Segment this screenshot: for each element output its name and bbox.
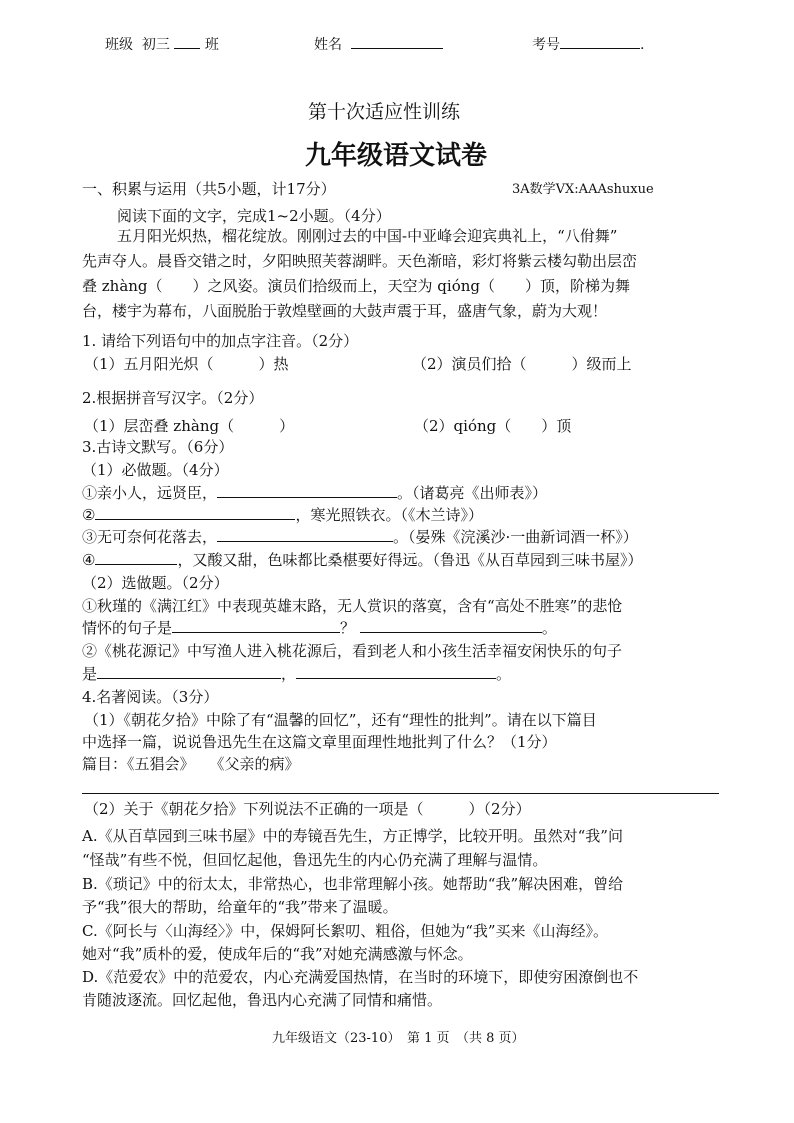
page-title: 九年级语文试卷 (305, 141, 488, 171)
q3-opt-2-line-1: ②《桃花源记》中写渔人进入桃花源后，看到老人和小孩生活幸福安闲快乐的句子 (82, 642, 623, 660)
q3-opt-1-end: 。 (541, 619, 557, 637)
passage-line-1: 五月阳光炽热，榴花绽放。刚刚过去的中国-中亚峰会迎宾典礼上，“八佾舞” (117, 227, 618, 245)
answer-line[interactable] (82, 793, 719, 794)
page-footer: 九年级语文（23-10） 第 1 页 （共 8 页） (272, 1031, 525, 1046)
name-blank[interactable] (351, 34, 443, 49)
q3-opt-2-prefix: 是 (82, 665, 98, 683)
exam-no-label: 考号 (532, 37, 560, 53)
q4-part1-line-3: 篇目：《五猖会》 《父亲的病》 (82, 755, 300, 773)
option-a-line-1: A.《从百草园到三味书屋》中的寿镜吾先生，方正博学，比较开明。虽然对“我”问 (82, 827, 623, 845)
q1-item-2[interactable]: （2）演员们拾（ ）级而上 (412, 355, 632, 373)
option-a-line-2: “怪哉”有些不悦，但回忆起他，鲁迅先生的内心仍充满了理解与温情。 (82, 851, 548, 869)
option-d-line-2: 肯随波逐流。回忆起他，鲁迅内心充满了同情和痛惜。 (82, 991, 443, 1009)
q3-row-4-suffix: ，又酸又甜，色味都比桑椹要好得远。（鲁迅《从百草园到三味书屋》） (177, 551, 643, 569)
q4-stem: 4.名著阅读。（3分） (82, 688, 219, 706)
q3-row-3-prefix: ③无可奈何花落去， (82, 528, 218, 546)
watermark-text: 3A数学VX:AAAshuxue (512, 182, 654, 197)
section-heading: 一、积累与运用（共5小题，计17分） (82, 180, 336, 198)
q3-opt-1-line-1: ①秋瑾的《满江红》中表现英雄末路，无人赏识的落寞，含有“高处不胜寒”的悲怆 (82, 597, 623, 615)
q3-opt-1-line-2 (82, 617, 557, 638)
option-b-line-2: 予“我”很大的帮助，给童年的“我”带来了温暖。 (82, 898, 398, 916)
q2-stem: 2.根据拼音写汉字。（2分） (82, 389, 264, 407)
q4-part1-line-1: （1）《朝花夕拾》中除了有“温馨的回忆”，还有“理性的批判”。请在以下篇目 (84, 711, 597, 729)
class-suffix: 班 (204, 37, 219, 53)
q2-item-2[interactable]: （2）qióng（ ）顶 (414, 417, 572, 435)
q3-opt-1-blank-1[interactable] (172, 618, 340, 633)
exam-no-blank[interactable] (560, 34, 640, 49)
q3-row-4 (82, 549, 642, 570)
passage-intro: 阅读下面的文字，完成1~2小题。（4分） (117, 207, 391, 225)
q4-part1-line-2: 中选择一篇，说说鲁迅先生在这篇文章里面理性地批判了什么？（1分） (82, 733, 557, 751)
q3-row-1 (82, 482, 547, 503)
q3-row-1-prefix: ①亲小人，远贤臣， (82, 484, 218, 502)
q3-row-2-blank[interactable] (95, 505, 295, 520)
grade-text: 初三 (141, 37, 170, 53)
option-c-line-2: 她对“我”质朴的爱，使成年后的“我”对她充满感激与怀念。 (82, 945, 473, 963)
q1-item-1[interactable]: （1）五月阳光炽（ ）热 (84, 355, 289, 373)
q3-optional: （2）选做题。（2分） (82, 574, 229, 592)
passage-line-4: 台，楼宇为幕布，八面脱胎于敦煌壁画的大鼓声震于耳，盛唐气象，蔚为大观！ (82, 302, 608, 320)
q1-stem: 1. 请给下列语句中的加点字注音。（2分） (82, 332, 359, 350)
q3-opt-2-mid: ， (281, 665, 297, 683)
exam-no-field (532, 34, 644, 54)
q3-row-2-prefix: ② (82, 506, 96, 524)
q3-row-1-suffix: 。（诸葛亮《出师表》） (397, 484, 548, 502)
q3-opt-2-blank-1[interactable] (97, 664, 281, 679)
passage-line-2: 先声夺人。晨昏交错之时，夕阳映照芙蓉湖畔。天色渐暗，彩灯将紫云楼勾勒出层峦 (82, 252, 638, 270)
q3-row-2-suffix: ，寒光照铁衣。（《木兰诗》） (295, 506, 483, 524)
q3-opt-1-mid: ？ (340, 619, 356, 637)
q3-required: （1）必做题。（4分） (82, 461, 229, 479)
q3-row-4-prefix: ④ (82, 551, 96, 569)
name-label: 姓名 (314, 37, 342, 53)
option-b-line-1: B.《琐记》中的衍太太，非常热心，也非常理解小孩。她帮助“我”解决困难，曾给 (82, 875, 624, 893)
option-d-line-1: D.《范爱农》中的范爱农，内心充满爱国热情，在当时的环境下，即使穷困潦倒也不 (82, 968, 639, 986)
q3-opt-2-blank-2[interactable] (296, 664, 496, 679)
q3-opt-2-end: 。 (496, 665, 512, 683)
q3-opt-1-prefix: 情怀的句子是 (82, 619, 173, 637)
subtitle: 第十次适应性训练 (308, 101, 461, 123)
class-label-text: 班级 (105, 37, 133, 53)
class-blank[interactable] (174, 34, 200, 49)
q3-row-3-suffix: 。（晏殊《浣溪沙·一曲新词酒一杯》） (393, 528, 638, 546)
q3-opt-2-line-2 (82, 663, 511, 684)
q4-part2-stem: （2）关于《朝花夕拾》下列说法不正确的一项是（ ）（2分） (84, 800, 531, 818)
q3-row-4-blank[interactable] (95, 550, 177, 565)
q3-row-2 (82, 504, 483, 525)
q3-row-3-blank[interactable] (217, 527, 393, 542)
q3-row-1-blank[interactable] (217, 483, 397, 498)
name-field (314, 34, 443, 54)
q2-item-1[interactable]: （1）层峦叠 zhàng（ ） (84, 417, 295, 435)
q3-opt-1-blank-2[interactable] (360, 618, 542, 633)
exam-no-end: . (640, 37, 645, 53)
q3-stem: 3.古诗文默写。（6分） (82, 438, 234, 456)
q3-row-3 (82, 526, 638, 547)
passage-line-3: 叠 zhàng（ ）之风姿。演员们拾级而上，天空为 qióng（ ）顶，阶梯为舞 (82, 277, 631, 295)
class-label (105, 34, 219, 54)
option-c-line-1: C.《阿长与〈山海经〉》中，保姆阿长絮叨、粗俗，但她为“我”买来《山海经》。 (82, 922, 609, 940)
